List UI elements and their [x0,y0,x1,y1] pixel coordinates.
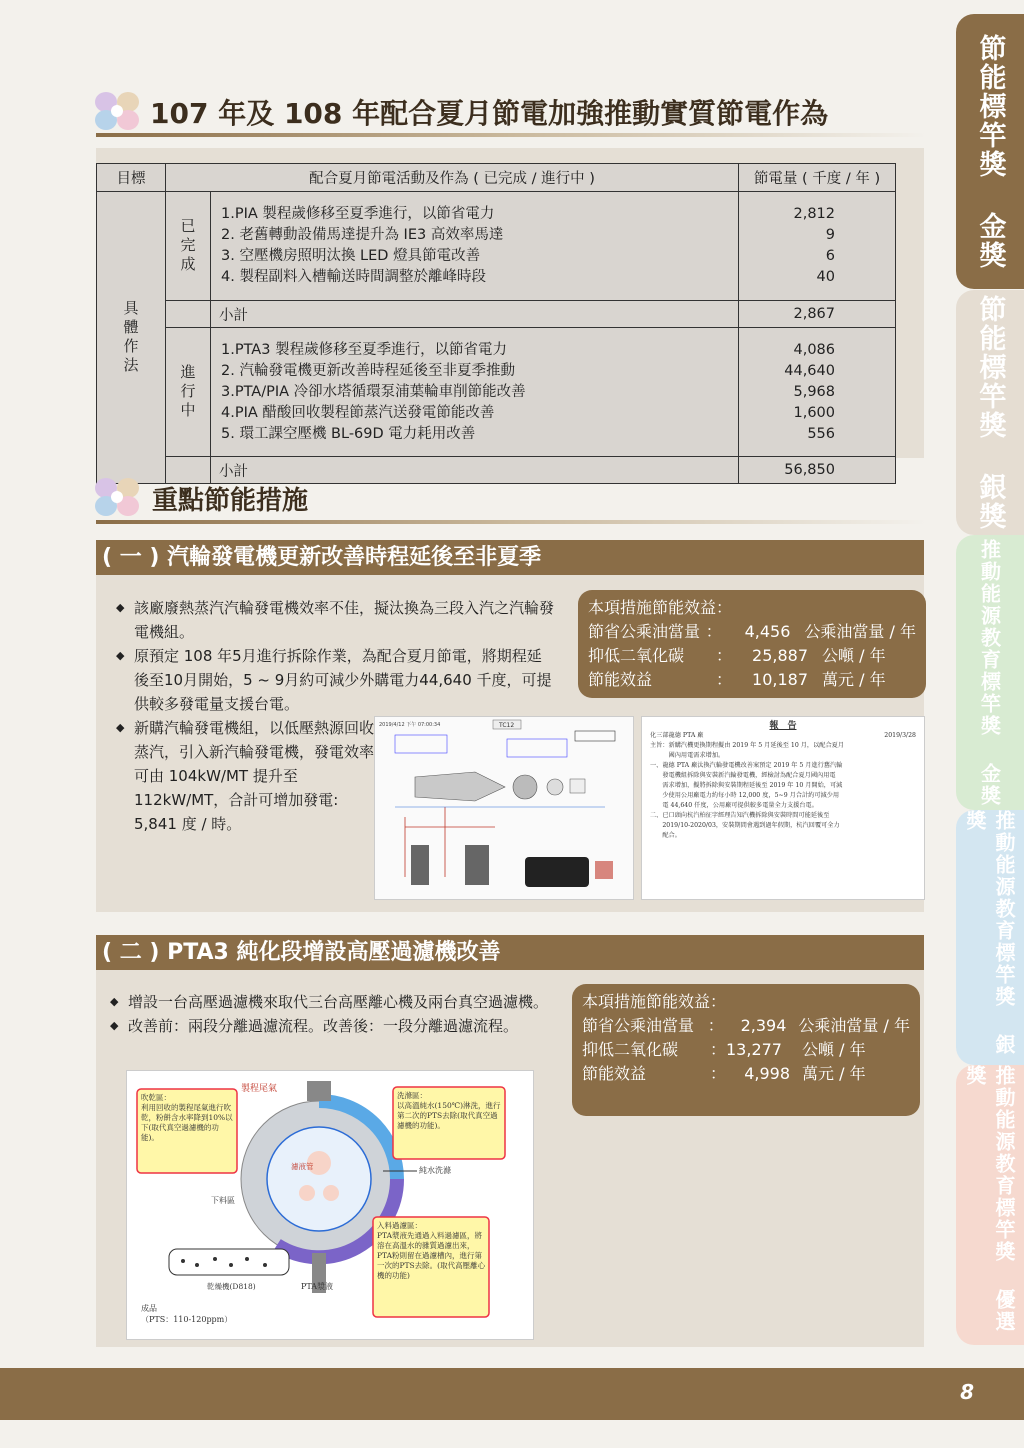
report-from: 化三部龍德 PTA 廠 [650,732,704,739]
done-value: 6 [825,248,835,264]
done-subtotal: 2,867 [739,301,896,328]
report-line: 主旨：新購汽機更換期程擬由 2019 年 5 月延後至 10 月，以配合夏月 [650,742,845,749]
progress-item: 2. 汽輪發電機更新改善時程延後至非夏季推動 [221,362,515,379]
savings-table [96,163,896,484]
bullet-item: ◆ 改善前：兩段分離過濾流程。改善後：一段分離過濾流程。 [110,1014,555,1038]
done-item: 2. 老舊轉動設備馬達提升為 IE3 高效率馬達 [221,227,504,243]
progress-subtotal-label: 小計 [211,457,739,484]
table-header-target: 目標 [97,164,166,192]
table-header-savings: 節電量 ( 千度 / 年 ) [739,164,896,192]
fig-top-label: 製程尾氣 [241,1084,278,1094]
side-tab-silver[interactable]: 節能標竿獎 銀獎 [956,290,1024,535]
fig-pure-water: 純水洗滌 [419,1166,451,1175]
fig-discharge: 下料區 [211,1196,235,1205]
benefit-value: ：13,277 [710,1040,782,1059]
report-line: 配合。 [650,832,681,839]
benefit-label: 節省公乘油當量 [588,622,701,641]
report-line: 發電機組拆除與安裝新汽輪發電機，經檢討為配合夏月國內用電 [650,772,836,779]
fig-product: 成品 （PTS：110-120ppm） [141,1304,233,1324]
done-value: 40 [816,269,835,285]
benefit-value: 4,998 [744,1064,790,1083]
progress-value: 556 [807,425,835,442]
benefit-unit: 公噸 / 年 [822,646,886,665]
report-line: 2019/10-2020/03，安裝期間會遇到過年假期，杭汽回覆可全力 [650,822,840,829]
report-line: 二、已口頭向杭汽柏征字經理告知汽機拆除與安裝時間可能延後至 [650,812,830,819]
progress-value: 5,968 [793,383,835,400]
benefit-unit: 萬元 / 年 [822,670,886,689]
report-title: 報 告 [769,721,797,731]
bullet-item: ◆ 原預定 108 年5月進行拆除作業，為配合夏月節電，將期程延後至10月開始，5 ~ 9月約可減少外購電力44,640 千度，可提供較多發電量支援台電。 [116,644,556,716]
side-tab-edu-merit[interactable]: 推動能源教育標竿獎 優選獎 [956,1065,1024,1345]
report-line: 需求增加，擬將拆除與安裝期程延後至 2019 年 10 月開始，可減 [650,782,843,789]
benefit-label: 節能效益 [582,1064,647,1083]
done-value: 9 [825,227,835,243]
fig-wash-zone: 洗滌區： 以高溫純水(150℃)淋洗，進行第二次的PTS去除(取代真空過濾機的功能)。 [397,1091,501,1130]
progress-subtotal: 56,850 [739,457,896,484]
fig-feed-zone: 入料過濾區： PTA漿液先通過入料過濾區，將溶在高溫水的雜質過濾出來，PTA粉則留在過濾槽內，進行第一次的PTS去除。(取代高壓離心機的功能) [377,1221,486,1280]
done-item: 1.PIA 製程歲修移至夏季進行，以節省電力 [221,206,495,222]
fig-blow-zone: 吹乾區： 利用回收的製程尾氣進行吹乾，粉餅含水率降到10%以下(取代真空過濾機的功能)。 [141,1093,233,1142]
turbine-process-diagram [374,716,634,900]
progress-value: 1,600 [793,404,835,421]
section1-title: ( 一 ) 汽輪發電機更新改善時程延後至非夏季 [96,540,924,575]
diagram-time: 2019/4/12 下午 07:00:34 [379,722,441,728]
report-line: 電 44,640 仟度，公用廠可提供較多電量全力支援台電。 [650,802,818,809]
section2-benefit-box [572,984,920,1116]
benefit-colon: ： [716,670,733,689]
benefit-unit: 公乘油當量 / 年 [798,1016,910,1035]
fig-slurry: PTA漿液 [301,1282,334,1291]
progress-value: 4,086 [793,341,835,358]
benefit-value: 25,887 [752,646,808,665]
page-number: 8 [960,1380,974,1404]
benefit-label: 節能效益 [588,670,653,689]
fig-filtrate-pipe: 濾液管 [291,1162,314,1171]
benefit-unit: 萬元 / 年 [802,1064,866,1083]
benefit-colon: ： [716,646,733,665]
page-footer [0,1368,1024,1420]
table-side-label: 具體作法 [97,192,166,484]
section1-benefit-box [578,590,926,698]
benefit-label: 節省公乘油當量 [582,1016,695,1035]
page-title: 107 年及 108 年配合夏月節電加強推動實質節電作為 [150,97,829,130]
benefit-value: 10,187 [752,670,808,689]
progress-item: 4.PIA 醋酸回收製程節蒸汽送發電節能改善 [221,404,495,421]
report-line: 一、龍德 PTA 廠汰換汽輪發電機改善案預定 2019 年 5 月進行舊汽輪 [650,762,843,769]
report-date: 2019/3/28 [884,732,916,739]
section-heading: 重點節能措施 [152,486,309,516]
benefit-title: 本項措施節能效益： [588,598,733,617]
progress-item: 3.PTA/PIA 冷卻水塔循環泵浦葉輪車削節能改善 [221,383,526,400]
benefit-value: 4,456 [744,622,791,641]
done-subtotal-label: 小計 [211,301,739,328]
bullet-item: ◆ 增設一台高壓過濾機來取代三台高壓離心機及兩台真空過濾機。 [110,990,555,1014]
benefit-colon: ： [707,1016,724,1035]
report-line: 少使用公用廠電力約每小時 12,000 度，5~9 月合計約可減少用 [650,792,840,799]
benefit-label: 抑低二氧化碳 [588,646,685,665]
side-tab-gold[interactable]: 節能標竿獎 金獎 [956,14,1024,289]
done-item: 3. 空壓機房照明汰換 LED 燈具節電改善 [221,248,481,264]
fig-dryer: 乾燥機(D818) [207,1282,256,1291]
benefit-colon: ： [710,1064,727,1083]
done-label: 已完成 [166,192,211,301]
done-item: 4. 製程副料入槽輸送時間調整於離峰時段 [221,269,486,285]
benefit-title: 本項措施節能效益： [582,992,727,1011]
heading-underline [96,520,926,524]
benefit-value: 2,394 [740,1016,787,1035]
bullet-item: ◆ 新購汽輪發電機組，以低壓熱源回收蒸汽，引入新汽輪發電機，發電效率可由 104kW/MT 提升至112kW/MT，合計可增加發電: 5,841 度 / 時。 [116,716,374,836]
section2-title: ( 二 ) PTA3 純化段增設高壓過濾機改善 [96,935,924,970]
progress-item: 1.PTA3 製程歲修移至夏季進行，以節省電力 [221,341,508,358]
section2-bullets [110,990,555,1038]
flower-icon [92,88,142,134]
done-value: 2,812 [793,206,835,222]
side-tab-edu-gold[interactable]: 推動能源教育標竿獎 金獎 [956,535,1024,810]
benefit-unit: 公乘油當量 / 年 [804,622,916,641]
table-header-activity: 配合夏月節電活動及作為 ( 已完成 / 進行中 ) [166,164,739,192]
report-line: 國內用電需求增加。 [650,752,725,759]
progress-item: 5. 環工課空壓機 BL-69D 電力耗用改善 [221,425,476,442]
side-tab-edu-silver[interactable]: 推動能源教育標竿獎 銀獎 [956,810,1024,1065]
bullet-item: ◆ 該廠廢熱蒸汽汽輪發電機效率不佳，擬汰換為三段入汽之汽輪發電機組。 [116,596,556,644]
progress-value: 44,640 [784,362,835,379]
benefit-label: 抑低二氧化碳 [582,1040,679,1059]
benefit-colon: ： [705,622,722,641]
filter-process-diagram [126,1070,534,1340]
title-underline [96,133,926,137]
report-document-image [641,716,925,900]
benefit-unit: 公噸 / 年 [802,1040,866,1059]
progress-label: 進行中 [166,328,211,457]
diagram-label: TC12 [499,722,515,729]
flower-icon [92,474,142,520]
